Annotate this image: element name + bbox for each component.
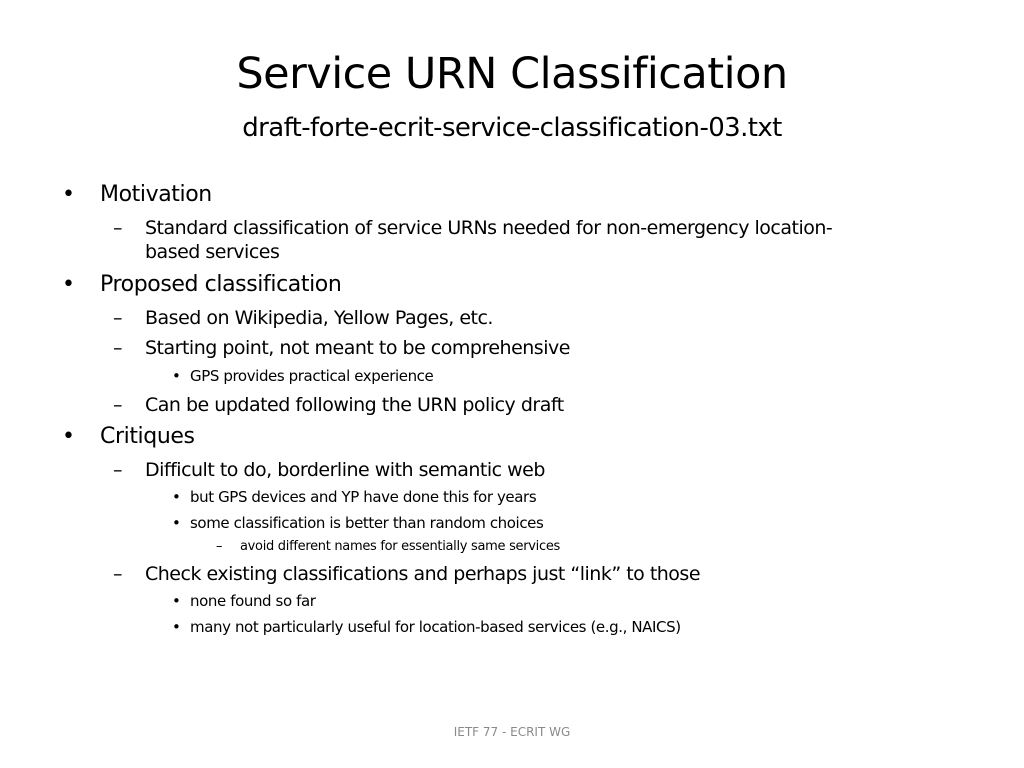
bullet-text: some classification is better than random choices (190, 514, 544, 532)
bullet-text: Proposed classification (100, 272, 342, 297)
bullet-marker: • (172, 592, 181, 610)
bullet-text: many not particularly useful for location-based services (e.g., NAICS) (190, 618, 681, 636)
bullet-text: Motivation (100, 182, 212, 207)
slide-title: Service URN Classification (236, 49, 788, 99)
dash-marker: – (113, 459, 122, 481)
dash-marker: – (216, 539, 223, 554)
bullet-text: Can be updated following the URN policy draft (145, 394, 564, 416)
bullet-marker: • (172, 488, 181, 506)
dash-marker: – (113, 217, 122, 239)
bullet-text: Difficult to do, borderline with semantic web (145, 459, 545, 481)
dash-marker: – (113, 563, 122, 585)
slide-subtitle: draft-forte-ecrit-service-classification-03.txt (242, 113, 782, 143)
bullet-text: Starting point, not meant to be comprehensive (145, 337, 570, 359)
dash-marker: – (113, 337, 122, 359)
dash-marker: – (113, 394, 122, 416)
bullet-text: Based on Wikipedia, Yellow Pages, etc. (145, 307, 493, 329)
bullet-marker: • (172, 367, 181, 385)
slide-footer: IETF 77 - ECRIT WG (453, 725, 571, 739)
dash-marker: – (113, 307, 122, 329)
bullet-text: avoid different names for essentially same services (240, 539, 561, 554)
bullet-marker: • (62, 424, 75, 449)
bullet-marker: • (172, 514, 181, 532)
bullet-marker: • (172, 618, 181, 636)
bullet-text: Check existing classifications and perhaps just “link” to those (145, 563, 701, 585)
bullet-text: GPS provides practical experience (190, 367, 434, 385)
bullet-marker: • (62, 272, 75, 297)
bullet-text: Standard classification of service URNs needed for non-emergency location- (145, 217, 833, 239)
bullet-text: Critiques (100, 424, 195, 449)
bullet-marker: • (62, 182, 75, 207)
bullet-text: none found so far (190, 592, 316, 610)
bullet-text: but GPS devices and YP have done this for years (190, 488, 537, 506)
bullet-text: based services (145, 241, 280, 263)
